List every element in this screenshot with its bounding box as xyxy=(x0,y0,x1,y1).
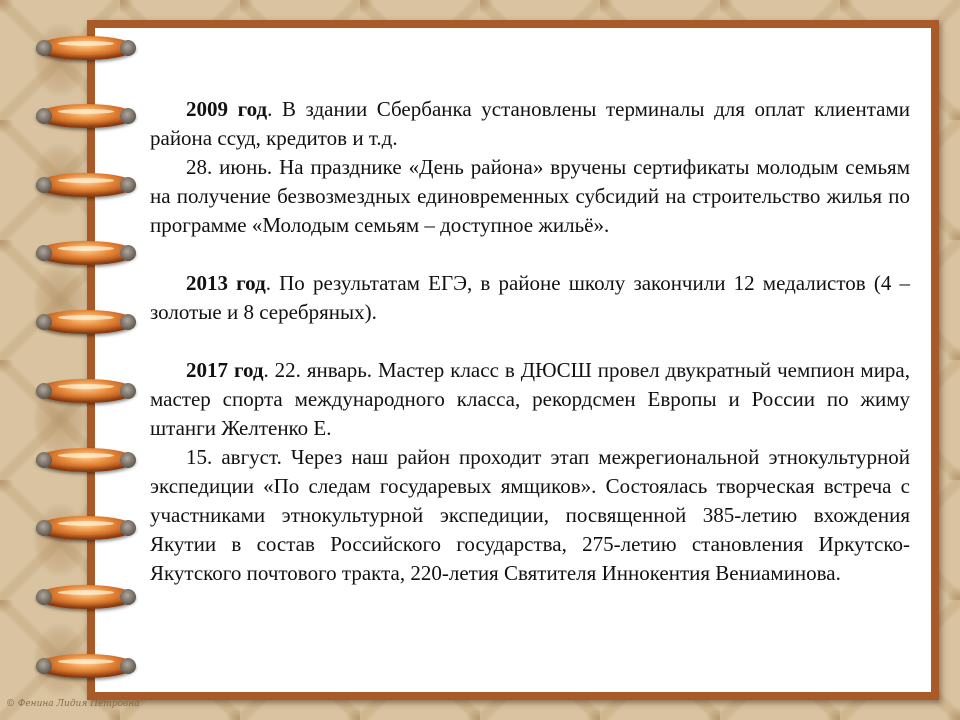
paragraph-2009 xyxy=(150,95,910,153)
binder-ring xyxy=(36,654,136,678)
binder-ring xyxy=(36,104,136,128)
binder-ring xyxy=(36,448,136,472)
year-label: 2017 год xyxy=(186,358,264,382)
paragraph-text: . По результатам ЕГЭ, в районе школу закончили 12 медалистов (4 – золотые и 8 серебряных). xyxy=(150,271,910,324)
binder-ring xyxy=(36,379,136,403)
year-label: 2013 год xyxy=(186,271,266,295)
author-credit: © Фенина Лидия Петровна xyxy=(6,699,140,709)
year-label: 2009 год xyxy=(186,97,268,121)
paragraph-text: 28. июнь. На празднике «День района» вручены сертификаты молодым семьям на получение безвозмездных единовременных субсидий на строительство жилья по программе «Молодым семьям – доступное жильё». xyxy=(150,155,910,237)
paragraph-2017 xyxy=(150,356,910,443)
binder-ring xyxy=(36,241,136,265)
paragraph-2009-june xyxy=(150,153,910,240)
paragraph-2017-august xyxy=(150,443,910,588)
paragraph-text: . 22. январь. Мастер класс в ДЮСШ провел двукратный чемпион мира, мастер спорта международного класса, рекордсмен Европы и России по жиму штанги Желтенко Е. xyxy=(150,358,910,440)
binder-ring xyxy=(36,310,136,334)
binder-ring xyxy=(36,173,136,197)
binder-ring xyxy=(36,36,136,60)
chronicle-text xyxy=(150,95,910,588)
paragraph-text: . В здании Сбербанка установлены терминалы для оплат клиентами района ссуд, кредитов и т.д. xyxy=(150,97,911,150)
binder-ring xyxy=(36,516,136,540)
binder-ring xyxy=(36,585,136,609)
paragraph-text: 15. август. Через наш район проходит этап межрегиональной этнокультурной экспедиции «По следам государевых ямщиков». Состоялась творческая встреча с участниками этнокультурной экспедиции, посвященной 385-летию вхождения Якутии в состав Российского государства, 275-летию становления Иркутско-Якутского почтового тракта, 220-летия Святителя Иннокентия Вениаминова. xyxy=(150,445,910,585)
paragraph-2013 xyxy=(150,269,910,327)
